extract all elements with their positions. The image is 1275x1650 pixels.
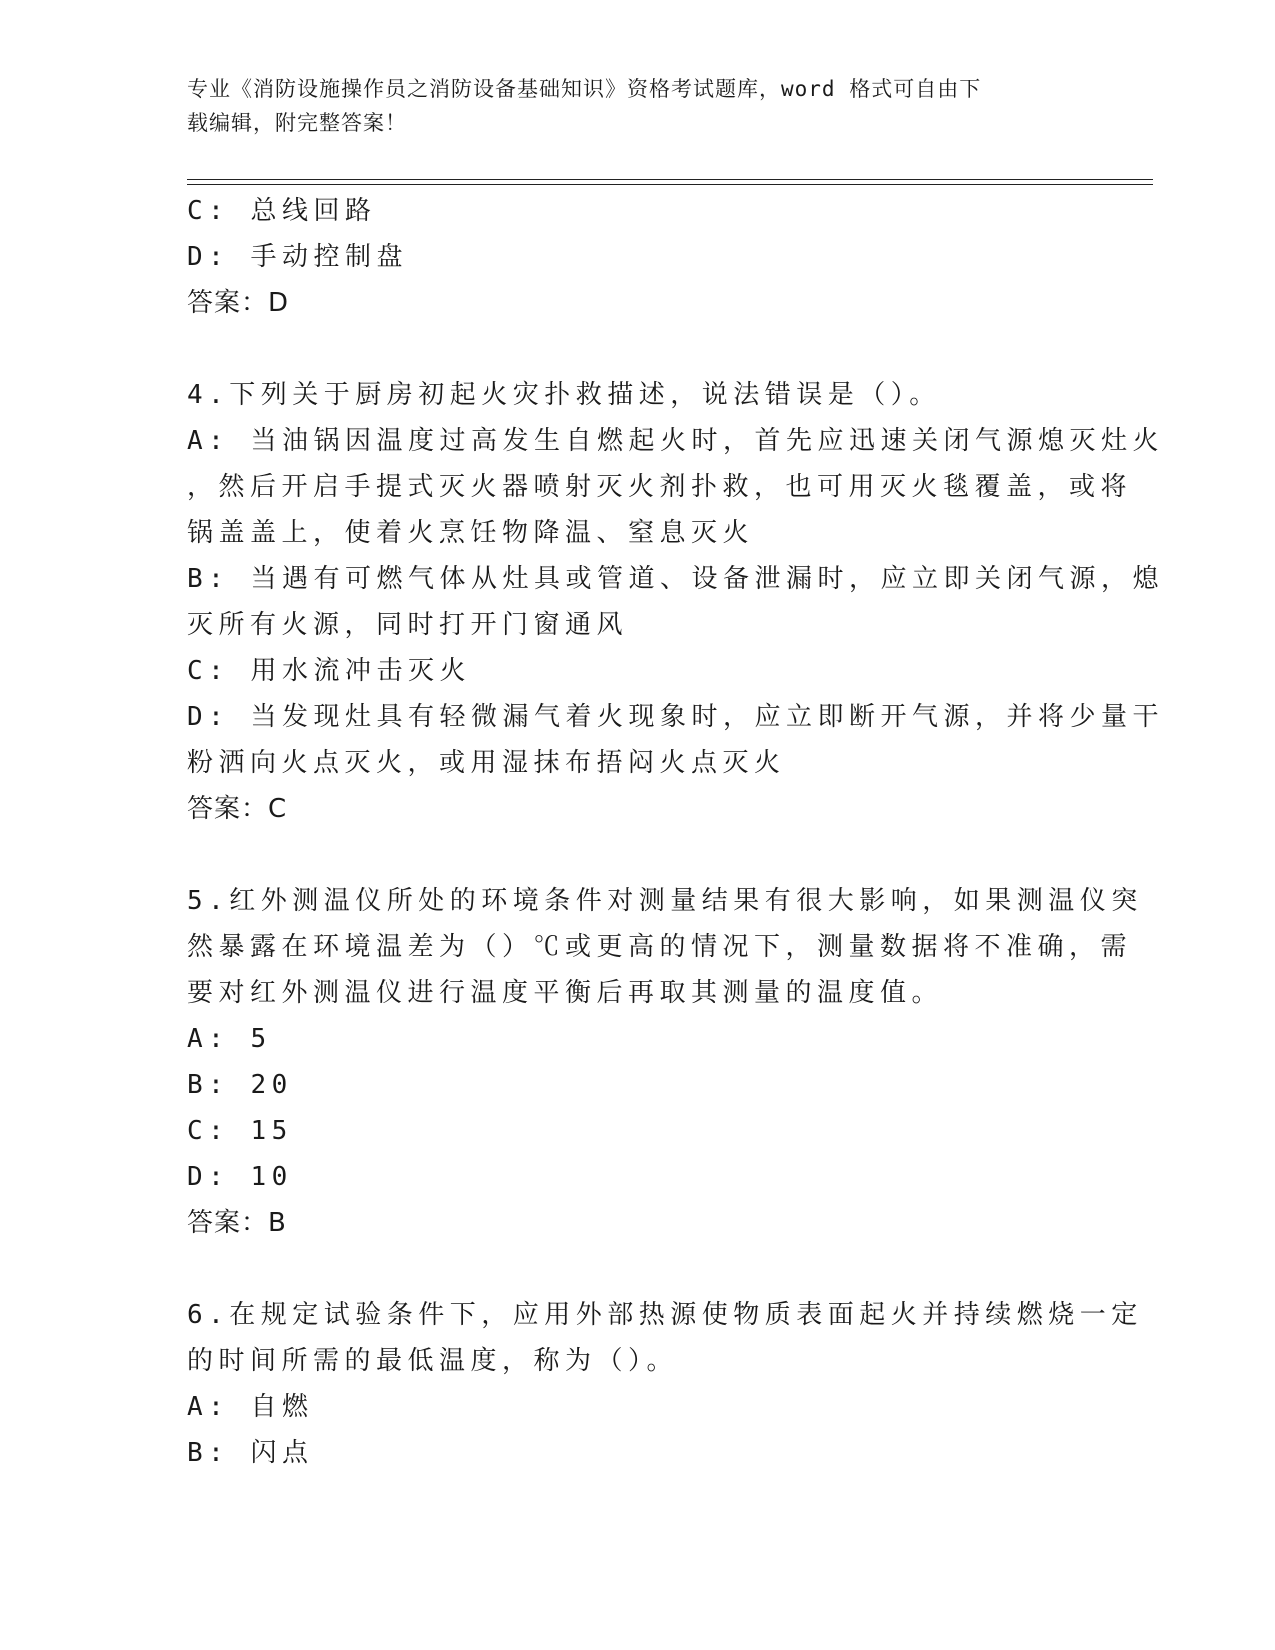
q3-answer: 答案：D [187,288,290,318]
q5-option-c: C: 15 [187,1116,293,1146]
q3-option-c: C: 总线回路 [187,196,377,226]
q4-option-d-line-1: D: 当发现灶具有轻微漏气着火现象时，应立即断开气源，并将少量干 [187,702,1164,732]
q4-answer: 答案：C [187,794,288,824]
header-line-1: 专业《消防设施操作员之消防设备基础知识》资格考试题库，word 格式可自由下 [187,77,982,101]
q4-option-d-line-2: 粉洒向火点灭火，或用湿抹布捂闷火点灭火 [187,748,786,778]
q4-option-c: C: 用水流冲击灭火 [187,656,471,686]
question-3-partial [187,188,1087,326]
spacer [187,326,1087,372]
q6-stem-line-2: 的时间所需的最低温度，称为（）。 [187,1346,679,1376]
q4-option-a-line-1: A: 当油锅因温度过高发生自燃起火时，首先应迅速关闭气源熄灭灶火 [187,426,1164,456]
q6-option-b: B: 闪点 [187,1438,314,1468]
q4-option-b-line-2: 灭所有火源，同时打开门窗通风 [187,610,629,640]
q4-option-a-line-3: 锅盖盖上，使着火烹饪物降温、窒息灭火 [187,518,755,548]
q4-option-b-line-1: B: 当遇有可燃气体从灶具或管道、设备泄漏时，应立即关闭气源，熄 [187,564,1164,594]
q5-stem-line-3: 要对红外测温仪进行温度平衡后再取其测量的温度值。 [187,978,944,1008]
document-body [187,188,1164,1476]
q5-stem-line-2: 然暴露在环境温差为（）℃或更高的情况下，测量数据将不准确，需 [187,932,1133,962]
q3-option-d: D: 手动控制盘 [187,242,408,272]
q6-stem-line-1: 6.在规定试验条件下，应用外部热源使物质表面起火并持续燃烧一定 [187,1300,1143,1330]
q4-option-a-line-2: ，然后开启手提式灭火器喷射灭火剂扑救，也可用灭火毯覆盖，或将 [187,472,1133,502]
q5-stem-line-1: 5.红外测温仪所处的环境条件对测量结果有很大影响，如果测温仪突 [187,886,1143,916]
question-6 [187,1292,1143,1476]
header-divider-bottom [187,184,1153,185]
spacer [187,832,1087,878]
q5-option-a: A: 5 [187,1024,272,1054]
question-4 [187,372,1164,832]
spacer [187,1246,1087,1292]
q6-option-a: A: 自燃 [187,1392,314,1422]
q5-option-d: D: 10 [187,1162,293,1192]
header-line-2: 载编辑，附完整答案！ [187,111,407,135]
q4-stem: 4.下列关于厨房初起火灾扑救描述，说法错误是（）。 [187,380,941,410]
q5-answer: 答案：B [187,1208,287,1238]
document-header [187,72,1087,140]
q5-option-b: B: 20 [187,1070,293,1100]
header-divider-top [187,179,1153,180]
question-5 [187,878,1143,1246]
